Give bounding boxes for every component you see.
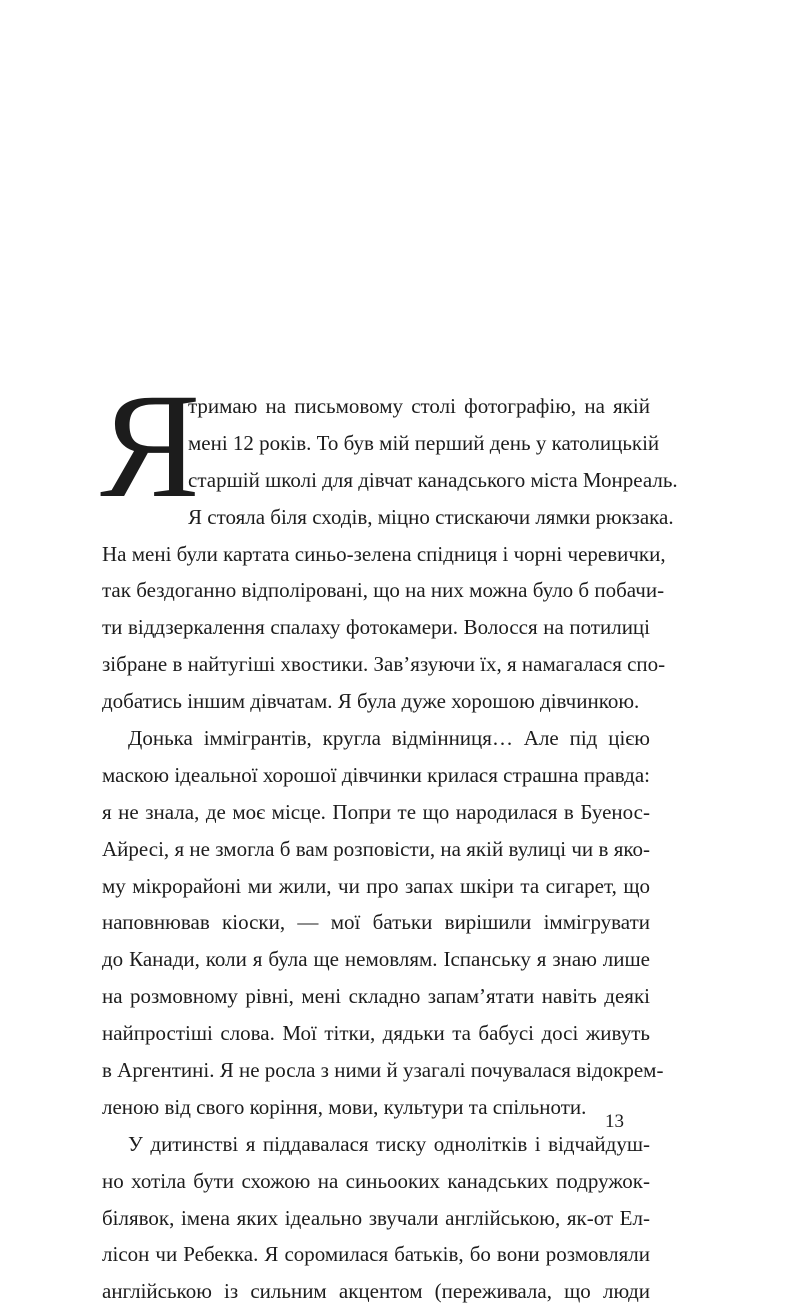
- text-line: англійською із сильним акцентом (переживала, що люди: [102, 1279, 650, 1304]
- text-line: так бездоганно відполіровані, що на них можна було б побачи-: [102, 578, 665, 603]
- text-line: наповнював кіоски, — мої батьки вирішили іммігрувати: [102, 910, 650, 935]
- text-line: в Аргентині. Я не росла з ними й узагалі почувалася відокрем-: [102, 1058, 664, 1083]
- page-number: 13: [605, 1111, 624, 1132]
- text-line: старшій школі для дівчат канадського міста Монреаль.: [188, 467, 678, 492]
- text-line: на розмовному рівні, мені складно запам’ятати навіть деякі: [102, 984, 650, 1009]
- text-line: найпростіші слова. Мої тітки, дядьки та бабусі досі живуть: [102, 1021, 650, 1046]
- drop-cap-letter: Я: [100, 363, 201, 529]
- text-line: мені 12 років. То був мій перший день у католицькій: [188, 430, 660, 455]
- body-text: [102, 388, 678, 1310]
- text-line: Айресі, я не змогла б вам розповісти, на якій вулиці чи в яко-: [102, 836, 650, 861]
- text-line: ти віддзеркалення спалаху фотокамери. Волосся на потилиці: [102, 615, 650, 640]
- text-line: му мікрорайоні ми жили, чи про запах шкіри та сигарет, що: [102, 873, 650, 898]
- text-line: лісон чи Ребекка. Я соромилася батьків, бо вони розмовляли: [102, 1242, 650, 1267]
- text-line: маскою ідеальної хорошої дівчинки крилася страшна правда:: [102, 762, 650, 787]
- text-line: На мені були картата синьо-зелена спідниця і чорні черевички,: [102, 541, 666, 566]
- text-line: У дитинстві я піддавалася тиску однолітків і відчайдуш-: [128, 1131, 650, 1156]
- text-line: леною від свого коріння, мови, культури та спільноти.: [102, 1094, 587, 1119]
- text-line: до Канади, коли я була ще немовлям. Іспанську я знаю лише: [102, 947, 650, 972]
- text-line: добатись іншим дівчатам. Я була дуже хорошою дівчинкою.: [102, 689, 640, 714]
- text-line: Донька іммігрантів, кругла відмінниця… Але під цією: [128, 726, 650, 751]
- text-line: я не знала, де моє місце. Попри те що народилася в Буенос-: [102, 799, 650, 824]
- text-line: Я стояла біля сходів, міцно стискаючи лямки рюкзака.: [188, 504, 674, 529]
- text-line: тримаю на письмовому столі фотографію, на якій: [188, 394, 650, 418]
- text-line: зібране в найтугіші хвостики. Зав’язуючи їх, я намагалася спо-: [102, 652, 666, 677]
- text-line: но хотіла бути схожою на синьооких канадських подружок-: [102, 1168, 650, 1193]
- text-line: білявок, імена яких ідеально звучали англійською, як-от Ел-: [102, 1205, 650, 1230]
